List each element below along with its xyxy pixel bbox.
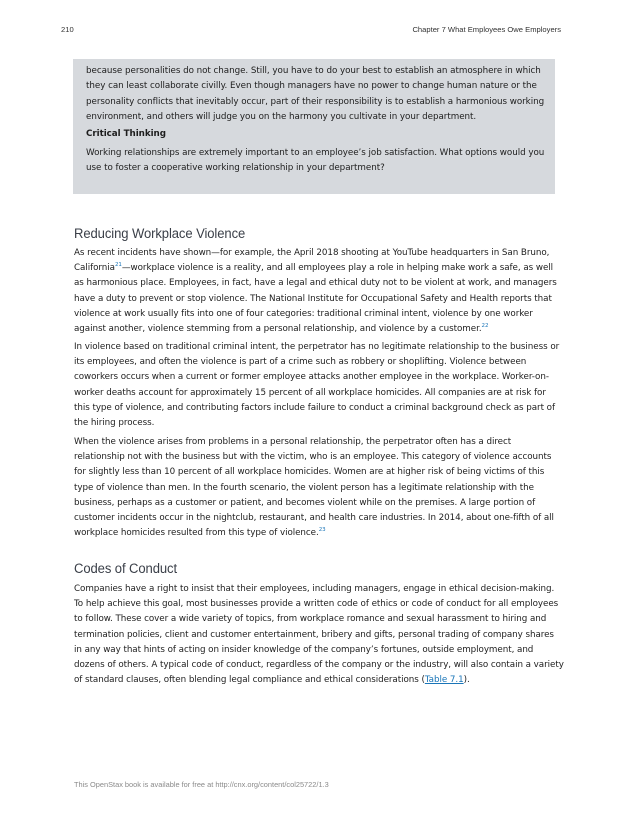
violence-paragraph-2: In violence based on traditional criminal intent, the perpetrator has no legitimate relationship to the business or its employees, and often the violence is part of a crime such as robbery or shoplifting. Violence between coworkers occurs when a current or former employee attacks another employee in the workplace. Worker-on-worker deaths account for approximately 15 percent of all workplace homicides. All companies are at risk for this type of violence, and contributing factors include failure to conduct a criminal background check as part of the hiring process. — [74, 342, 560, 429]
chapter-title: Chapter 7 What Employees Owe Employers — [412, 25, 561, 34]
text: When the violence arises from problems in a personal relationship, the perpetrator often has a direct relationship not with the business but with the victim, who is an employee. This category of violence accounts for slightly less than 10 percent of all workplace homicides. Women are at higher risk of being victims of this type of violence than men. In the fourth scenario, the violent person has a legitimate relationship with the business, perhaps as a customer or patient, and becomes violent while on the premises. A large portion of customer incidents occur in the nightclub, restaurant, and health care industries. In 2014, about one-fifth of all workplace homicides resulted from this type of violence. — [74, 437, 554, 539]
violence-paragraph-3 — [74, 435, 564, 541]
footnote-ref-21[interactable]: 21 — [114, 262, 122, 269]
text: —workplace violence is a reality, and all employees play a role in helping make work a safe, as well as harmonious place. Employees, in fact, have a legal and ethical duty not to be violent at work, and managers have a duty to prevent or stop violence. The National Institute for Occupational Safety and Health reports that violence at work usually fits into one of four categories: traditional criminal intent, violence by one worker against another, violence stemming from a personal relationship, and violence by a customer. — [74, 263, 557, 335]
table-7-1-link[interactable]: Table 7.1 — [424, 675, 464, 686]
page-footer: This OpenStax book is available for free at http://cnx.org/content/col25722/1.3 — [74, 780, 329, 789]
page-number: 210 — [61, 25, 74, 34]
running-header — [61, 25, 561, 39]
critical-thinking-question: Working relationships are extremely important to an employee’s job satisfaction. What options would you use to foster a cooperative working relationship in your department? — [86, 148, 545, 174]
section-heading-workplace-violence: Reducing Workplace Violence — [74, 226, 246, 242]
text: As recent incidents have shown—for example, the April 2018 shooting at YouTube headquarters in San Bruno, California — [74, 248, 550, 274]
codes-paragraph-1 — [74, 582, 564, 688]
footnote-ref-22[interactable]: 22 — [481, 323, 489, 330]
feature-box — [73, 59, 555, 194]
feature-box-paragraph: because personalities do not change. Still, you have to do your best to establish an atmosphere in which they can least collaborate civilly. Even though managers have no power to change human nature or the personality conflicts that inevitably occur, part of their responsibility is to establish a harmonious working environment, and others will judge you on the harmony you cultivate in your department. — [86, 66, 545, 122]
violence-paragraph-1 — [74, 246, 564, 337]
critical-thinking-heading: Critical Thinking — [86, 129, 166, 139]
footnote-ref-23[interactable]: 23 — [318, 527, 326, 534]
section-heading-codes-of-conduct: Codes of Conduct — [74, 561, 178, 577]
text: ). — [463, 675, 470, 686]
text: Companies have a right to insist that their employees, including managers, engage in ethical decision-making. To help achieve this goal, most businesses provide a written code of ethics or code of conduct for all employees to follow. These cover a wide variety of topics, from workplace romance and sexual harassment to hiring and termination policies, client and customer entertainment, bribery and gifts, personal trading of company shares in any way that hints of acting on insider knowledge of the company’s fortunes, outside employment, and dozens of others. A typical code of conduct, regardless of the company or the industry, will also contain a variety of standard clauses, often blending legal compliance and ethical considerations ( — [74, 584, 564, 686]
